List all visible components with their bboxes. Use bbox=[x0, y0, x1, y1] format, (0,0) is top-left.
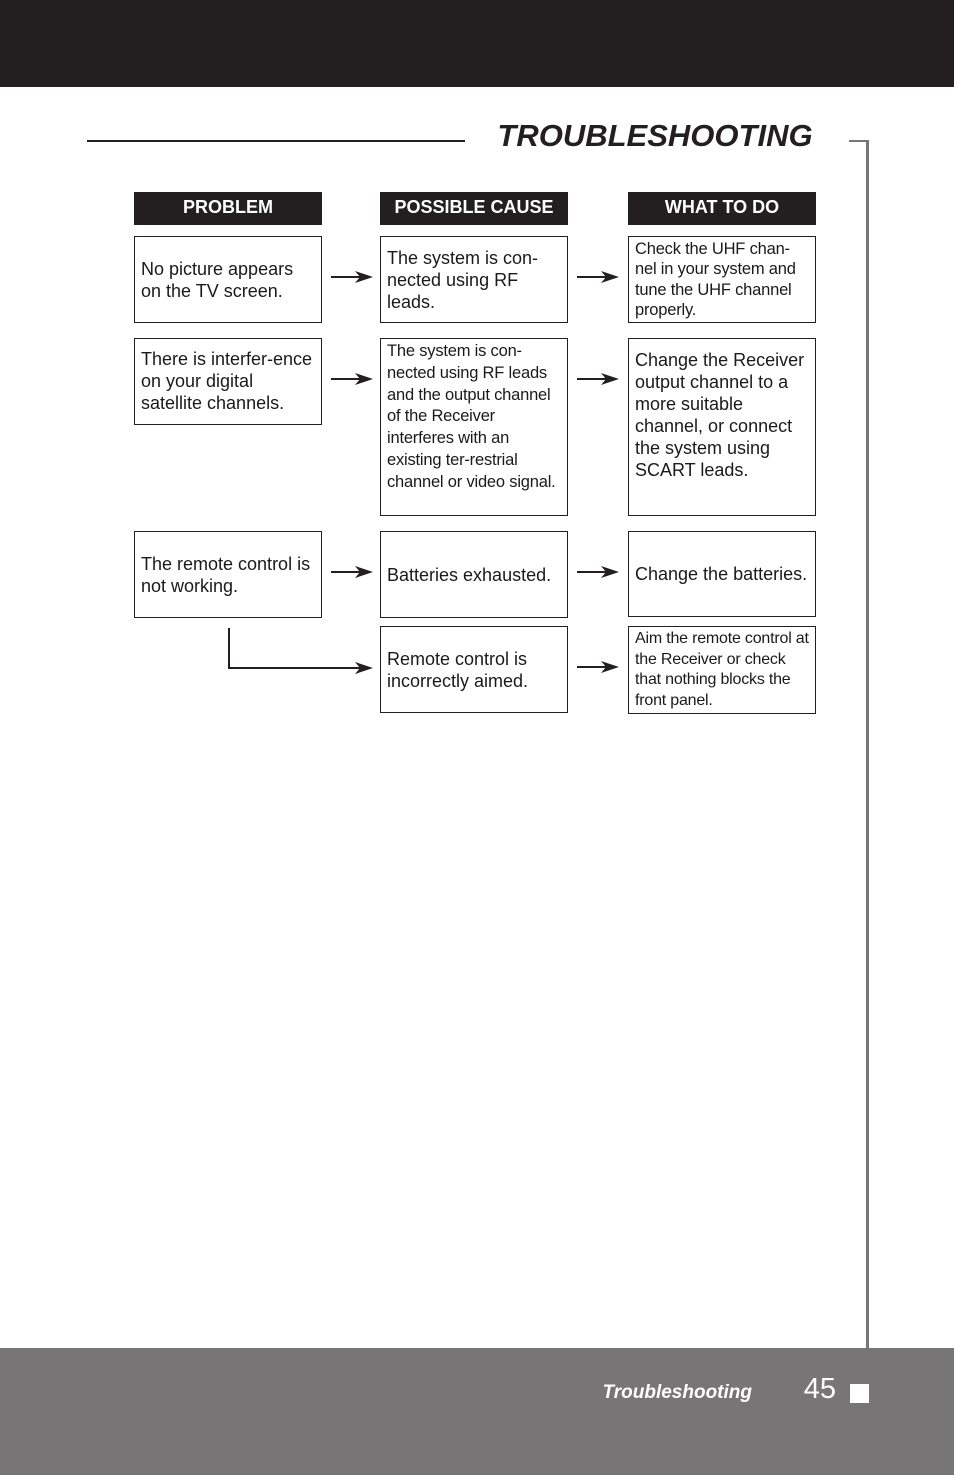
right-arrow-icon bbox=[331, 661, 373, 675]
top-band bbox=[0, 0, 954, 87]
cause-box bbox=[380, 531, 568, 618]
cause-text: Batteries exhausted. bbox=[387, 564, 552, 585]
problem-text: The remote control is not working. bbox=[141, 553, 311, 596]
right-arrow-icon bbox=[577, 660, 619, 674]
page-number: 45 bbox=[803, 1373, 836, 1405]
column-header-problem: PROBLEM bbox=[134, 192, 322, 225]
action-box bbox=[628, 236, 816, 323]
action-text: Change the batteries. bbox=[635, 564, 808, 584]
margin-rule bbox=[866, 140, 869, 1350]
action-text: Check the UHF chan-nel in your system and tune the UHF channel properly. bbox=[635, 239, 796, 319]
footer-band bbox=[0, 1348, 954, 1475]
column-header-action: WHAT TO DO bbox=[628, 192, 816, 225]
cause-box bbox=[380, 236, 568, 323]
problem-box bbox=[134, 236, 322, 323]
cause-text: The system is con-nected using RF leads. bbox=[387, 247, 539, 312]
cause-text: The system is con-nected using RF leads and the output channel of the Receiver interferes with an existing ter-restrial channel or video signal. bbox=[387, 342, 556, 491]
problem-box bbox=[134, 531, 322, 618]
action-box bbox=[628, 626, 816, 714]
problem-text: There is interfer-ence on your digital satellite channels. bbox=[141, 349, 313, 413]
right-arrow-icon bbox=[331, 270, 373, 284]
right-arrow-icon bbox=[577, 372, 619, 386]
action-box bbox=[628, 531, 816, 617]
right-arrow-icon bbox=[331, 565, 373, 579]
right-arrow-icon bbox=[577, 565, 619, 579]
cause-text: Remote control is incorrectly aimed. bbox=[387, 648, 529, 691]
right-arrow-icon bbox=[577, 270, 619, 284]
right-arrow-icon bbox=[331, 372, 373, 386]
action-text: Change the Receiver output channel to a more suitable channel, or connect the system using SCART leads. bbox=[635, 350, 805, 480]
action-text: Aim the remote control at the Receiver or check that nothing blocks the front panel. bbox=[635, 630, 809, 709]
page-title: TROUBLESHOOTING bbox=[497, 118, 813, 153]
problem-text: No picture appears on the TV screen. bbox=[141, 258, 294, 301]
cause-box bbox=[380, 626, 568, 713]
cause-box bbox=[380, 338, 568, 516]
title-rule bbox=[87, 140, 465, 142]
problem-box bbox=[134, 338, 322, 425]
action-box bbox=[628, 338, 816, 516]
connector-line bbox=[228, 628, 230, 669]
footer-section-label: Troubleshooting bbox=[602, 1382, 752, 1403]
column-header-cause: POSSIBLE CAUSE bbox=[380, 192, 568, 225]
page-marker-square bbox=[850, 1384, 869, 1403]
